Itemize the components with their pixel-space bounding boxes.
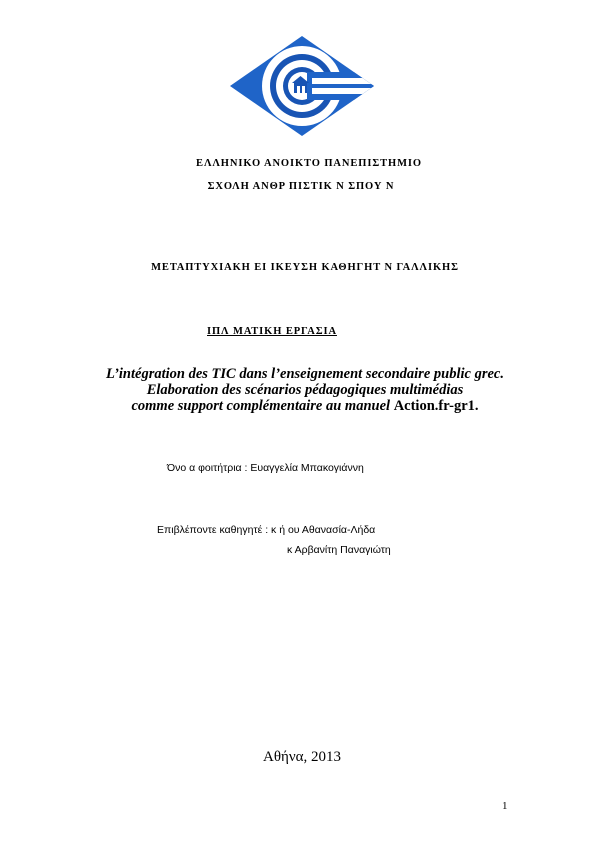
university-name: ΕΛΛΗΝΙΚΟ ΑΝΟΙΚΤΟ ΠΑΝΕΠΙΣΤΗΜΙΟ <box>196 158 422 169</box>
supervisor-line-1: Επιβλέποντε καθηγητέ : κ ή ου Αθανασία-Λήδα <box>157 524 376 536</box>
city-year: Αθήνα, 2013 <box>262 749 341 765</box>
title-line-3-end: . <box>474 398 479 414</box>
student-name: Όνο α φοιτήτρια : Ευαγγελία Μπακογιάννη <box>167 462 364 474</box>
supervisor-line-2: κ Αρβανίτη Παναγιώτη <box>287 544 391 556</box>
thesis-title-line-3 <box>0 398 600 414</box>
thesis-title-line-1: L’intégration des TIC dans l’enseignement secondaire public grec. <box>106 366 504 382</box>
program-name: ΜΕΤΑΠΤΥΧΙΑΚΗ ΕΙ ΙΚΕΥΣΗ ΚΑΘΗΓΗΤ Ν ΓΑΛΛΙΚΗΣ <box>151 262 459 273</box>
thesis-type: ΙΠΛ ΜΑΤΙΚΗ ΕΡΓΑΣΙΑ <box>207 326 337 337</box>
university-logo <box>228 34 376 138</box>
logo-c-emblem-icon <box>262 46 376 126</box>
textbook-name: Action.fr-gr1 <box>393 398 475 414</box>
title-line-3-italic: comme support complémentaire au manuel <box>131 398 394 414</box>
thesis-title-line-2: Elaboration des scénarios pédagogiques multimédias <box>146 382 464 398</box>
school-name: ΣΧΟΛΗ ΑΝΘΡ ΠΙΣΤΙΚ Ν ΣΠΟΥ Ν <box>207 181 395 192</box>
page-number: 1 <box>502 800 508 812</box>
